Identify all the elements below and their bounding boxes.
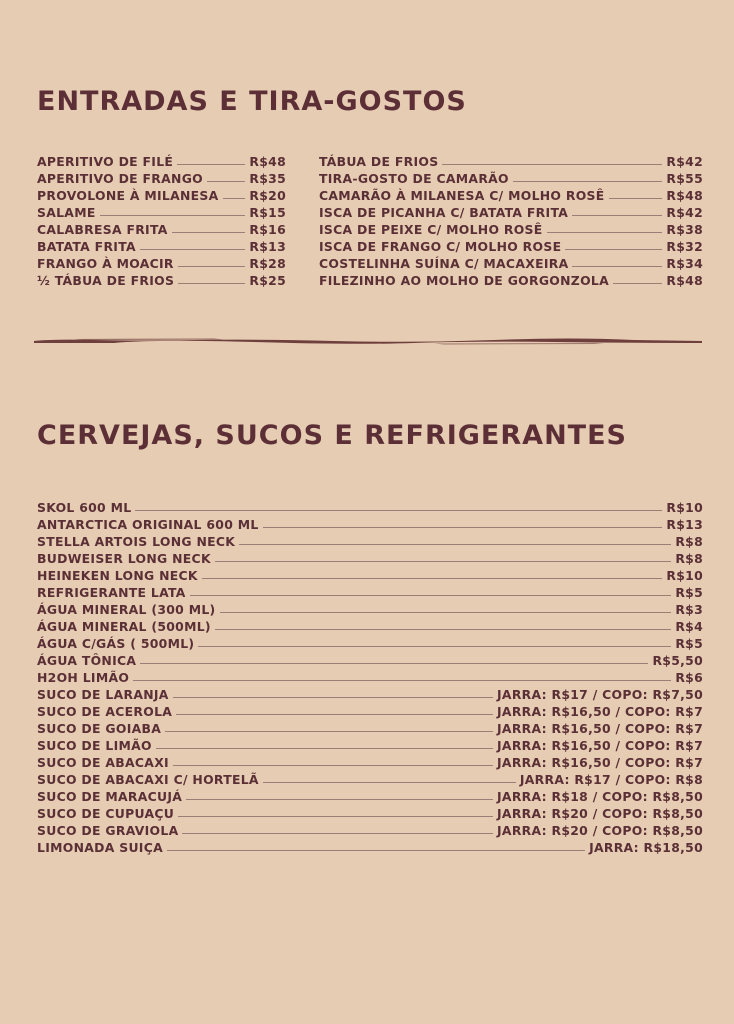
menu-item-name: HEINEKEN LONG NECK [37,568,198,583]
menu-item [37,549,703,566]
dotted-leader [263,527,663,528]
menu-item-name: ½ TÁBUA DE FRIOS [37,273,175,288]
menu-item [37,600,703,617]
menu-item-name: REFRIGERANTE LATA [37,585,186,600]
menu-item-name: ÁGUA MINERAL (300 ML) [37,602,216,617]
menu-item [37,203,286,220]
menu-item [37,254,286,271]
menu-item [37,634,703,651]
dotted-leader [202,578,663,579]
dotted-leader [140,663,648,664]
menu-item [37,770,703,787]
menu-item-name: SKOL 600 ML [37,500,132,515]
menu-item-name: FRANGO À MOACIR [37,256,174,271]
menu-item-name: SUCO DE LIMÃO [37,738,152,753]
menu-item [37,169,286,186]
menu-item [37,651,703,668]
menu-item-price: R$13 [666,517,703,532]
menu-item-name: TIRA-GOSTO DE CAMARÃO [319,171,509,186]
menu-item [37,186,286,203]
menu-item-name: FILEZINHO AO MOLHO DE GORGONZOLA [319,273,610,288]
menu-item [319,237,703,254]
menu-item [37,152,286,169]
menu-item-price: JARRA: R$16,50 / COPO: R$7 [497,721,703,736]
menu-item-price: R$5 [675,636,703,651]
menu-item [37,271,286,288]
menu-item-price: R$8 [675,534,703,549]
menu-item-name: SUCO DE GRAVIOLA [37,823,179,838]
menu-item [37,736,703,753]
dotted-leader [173,765,493,766]
menu-item-name: ÁGUA TÔNICA [37,653,137,668]
menu-item [37,617,703,634]
menu-item-name: ÁGUA MINERAL (500ML) [37,619,211,634]
menu-item-price: JARRA: R$17 / COPO: R$7,50 [497,687,703,702]
menu-item-price: R$48 [249,154,286,169]
menu-item [319,220,703,237]
menu-item-name: SUCO DE ABACAXI [37,755,169,770]
menu-item-price: R$42 [666,205,703,220]
dotted-leader [190,595,672,596]
menu-item-price: R$15 [249,205,286,220]
menu-item [37,702,703,719]
menu-item-name: COSTELINHA SUÍNA C/ MACAXEIRA [319,256,569,271]
dotted-leader [263,782,516,783]
menu-item-price: R$25 [249,273,286,288]
menu-item-price: R$35 [249,171,286,186]
menu-item-name: SUCO DE MARACUJÁ [37,789,183,804]
dotted-leader [173,697,493,698]
menu-item-price: R$34 [666,256,703,271]
menu-item [319,152,703,169]
dotted-leader [239,544,671,545]
section-divider [34,337,702,345]
menu-item [37,821,703,838]
dotted-leader [215,629,671,630]
dotted-leader [172,232,246,233]
section-title-entradas: ENTRADAS E TIRA-GOSTOS [37,86,467,117]
menu-item-price: R$4 [675,619,703,634]
dotted-leader [140,249,246,250]
dotted-leader [100,215,246,216]
menu-item-name: SUCO DE ABACAXI C/ HORTELÃ [37,772,259,787]
dotted-leader [167,850,585,851]
menu-item [37,515,703,532]
dotted-leader [613,283,662,284]
menu-item-name: SUCO DE CUPUAÇU [37,806,175,821]
dotted-leader [133,680,671,681]
menu-item [37,804,703,821]
menu-item-price: R$16 [249,222,286,237]
menu-item-price: R$48 [666,188,703,203]
menu-item-name: H2OH LIMÃO [37,670,130,685]
menu-item-name: APERITIVO DE FRANGO [37,171,203,186]
menu-item-price: JARRA: R$16,50 / COPO: R$7 [497,755,703,770]
menu-item-price: R$28 [249,256,286,271]
menu-item [37,753,703,770]
dotted-leader [609,198,663,199]
menu-item [319,254,703,271]
menu-item-name: CALABRESA FRITA [37,222,168,237]
bebidas-list [37,498,703,855]
menu-item [37,220,286,237]
menu-item [37,583,703,600]
dotted-leader [176,714,493,715]
dotted-leader [572,266,662,267]
menu-item-price: JARRA: R$18,50 [589,840,703,855]
menu-item-name: LIMONADA SUIÇA [37,840,163,855]
menu-item [37,719,703,736]
menu-item [37,566,703,583]
menu-item-price: JARRA: R$16,50 / COPO: R$7 [497,738,703,753]
entradas-left-list [37,152,286,288]
entradas-right-list [319,152,703,288]
menu-item [37,668,703,685]
dotted-leader [156,748,493,749]
menu-item [37,532,703,549]
menu-item-price: JARRA: R$20 / COPO: R$8,50 [497,806,703,821]
dotted-leader [223,198,246,199]
menu-item [37,838,703,855]
dotted-leader [178,266,246,267]
menu-item-name: STELLA ARTOIS LONG NECK [37,534,236,549]
menu-item [319,186,703,203]
dotted-leader [178,816,493,817]
menu-item [37,787,703,804]
menu-item [319,271,703,288]
menu-item-name: APERITIVO DE FILÉ [37,154,174,169]
menu-item [319,203,703,220]
dotted-leader [565,249,662,250]
dotted-leader [165,731,493,732]
menu-item-price: R$5,50 [652,653,703,668]
menu-item-name: ISCA DE PEIXE C/ MOLHO ROSÊ [319,222,543,237]
menu-item-price: JARRA: R$20 / COPO: R$8,50 [497,823,703,838]
menu-item-price: R$20 [249,188,286,203]
menu-item-name: TÁBUA DE FRIOS [319,154,439,169]
dotted-leader [207,181,245,182]
dotted-leader [513,181,663,182]
menu-item-price: JARRA: R$16,50 / COPO: R$7 [497,704,703,719]
menu-item [37,685,703,702]
menu-item-price: R$42 [666,154,703,169]
menu-item-name: PROVOLONE À MILANESA [37,188,219,203]
menu-item-name: CAMARÃO À MILANESA C/ MOLHO ROSÊ [319,188,605,203]
menu-item-name: ÁGUA C/GÁS ( 500ML) [37,636,195,651]
menu-item-price: R$13 [249,239,286,254]
menu-item [37,498,703,515]
menu-item-price: R$10 [666,500,703,515]
menu-item-name: SUCO DE ACEROLA [37,704,173,719]
menu-item-price: R$48 [666,273,703,288]
menu-item-name: BATATA FRITA [37,239,136,254]
menu-item-price: R$55 [666,171,703,186]
section-title-bebidas: CERVEJAS, SUCOS E REFRIGERANTES [37,420,627,451]
menu-item-price: R$5 [675,585,703,600]
menu-item-price: R$38 [666,222,703,237]
dotted-leader [186,799,493,800]
menu-item-price: JARRA: R$18 / COPO: R$8,50 [497,789,703,804]
dotted-leader [177,164,245,165]
menu-item-name: BUDWEISER LONG NECK [37,551,211,566]
dotted-leader [572,215,662,216]
dotted-leader [215,561,671,562]
dotted-leader [547,232,663,233]
dotted-leader [182,833,493,834]
menu-item-price: JARRA: R$17 / COPO: R$8 [519,772,703,787]
dotted-leader [198,646,671,647]
menu-item-name: SUCO DE LARANJA [37,687,169,702]
dotted-leader [135,510,662,511]
dotted-leader [442,164,662,165]
menu-item-name: SUCO DE GOIABA [37,721,162,736]
menu-item-price: R$6 [675,670,703,685]
menu-item-price: R$3 [675,602,703,617]
menu-item [319,169,703,186]
menu-item-price: R$10 [666,568,703,583]
menu-item-name: ISCA DE PICANHA C/ BATATA FRITA [319,205,569,220]
menu-item-price: R$8 [675,551,703,566]
menu-item-price: R$32 [666,239,703,254]
menu-item-name: ISCA DE FRANGO C/ MOLHO ROSE [319,239,562,254]
dotted-leader [178,283,245,284]
menu-item [37,237,286,254]
menu-item-name: SALAME [37,205,96,220]
menu-item-name: ANTARCTICA ORIGINAL 600 ML [37,517,259,532]
dotted-leader [220,612,672,613]
